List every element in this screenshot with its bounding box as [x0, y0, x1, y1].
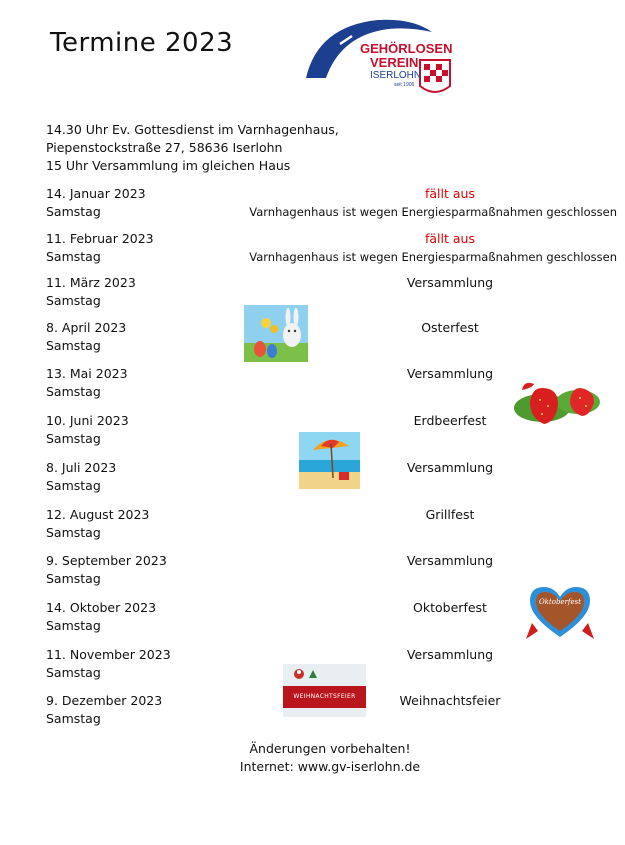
- event-date: 9. September 2023: [46, 553, 167, 568]
- footer-internet: Internet: www.gv-iserlohn.de: [239, 759, 421, 774]
- event-status: fällt aus: [425, 186, 475, 201]
- event-row: [0, 506, 625, 546]
- event-day: Samstag: [46, 431, 101, 446]
- logo-since: seit 1906: [394, 82, 415, 88]
- event-day: Samstag: [46, 384, 101, 399]
- event-note: Varnhagenhaus ist wegen Energiesparmaßnahmen geschlossen: [249, 250, 617, 264]
- event-date: 12. August 2023: [46, 507, 150, 522]
- logo-line1: GEHÖRLOSEN: [360, 41, 453, 56]
- intro-line: 15 Uhr Versammlung im gleichen Haus: [46, 158, 291, 173]
- event-name: Weihnachtsfeier: [399, 693, 501, 708]
- event-name: Oktoberfest: [413, 600, 487, 615]
- event-row: [0, 230, 625, 270]
- strawberries-image: [512, 374, 604, 426]
- event-day: Samstag: [46, 204, 101, 219]
- event-date: 8. Juli 2023: [46, 460, 117, 475]
- event-name: Erdbeerfest: [413, 413, 487, 428]
- logo-line3: ISERLOHN: [370, 70, 422, 81]
- event-name: Osterfest: [421, 320, 479, 335]
- easter-bunny-image: [244, 305, 308, 362]
- event-name: Versammlung: [406, 275, 494, 290]
- event-name: Grillfest: [425, 507, 475, 522]
- event-day: Samstag: [46, 293, 101, 308]
- event-name: Versammlung: [406, 647, 494, 662]
- intro-line: 14.30 Uhr Ev. Gottesdienst im Varnhagenhaus,: [46, 122, 339, 137]
- event-note: Varnhagenhaus ist wegen Energiesparmaßnahmen geschlossen: [249, 205, 617, 219]
- event-name: Versammlung: [406, 366, 494, 381]
- club-logo: [300, 14, 455, 96]
- event-day: Samstag: [46, 338, 101, 353]
- event-row: [0, 319, 625, 359]
- footer-notice: Änderungen vorbehalten!: [249, 741, 411, 756]
- event-day: Samstag: [46, 571, 101, 586]
- event-date: 13. Mai 2023: [46, 366, 128, 381]
- event-date: 9. Dezember 2023: [46, 693, 163, 708]
- event-day: Samstag: [46, 665, 101, 680]
- beach-umbrella-image: [299, 432, 360, 489]
- event-day: Samstag: [46, 618, 101, 633]
- event-row: [0, 185, 625, 225]
- intro-line: Piepenstockstraße 27, 58636 Iserlohn: [46, 140, 283, 155]
- event-row: [0, 274, 625, 314]
- page-title: Termine 2023: [50, 28, 234, 58]
- oktoberfest-heart-image: [524, 583, 596, 645]
- event-date: 11. Februar 2023: [46, 231, 154, 246]
- event-date: 11. November 2023: [46, 647, 171, 662]
- event-day: Samstag: [46, 478, 101, 493]
- event-date: 11. März 2023: [46, 275, 136, 290]
- event-date: 8. April 2023: [46, 320, 127, 335]
- event-status: fällt aus: [425, 231, 475, 246]
- weihnachtsfeier-banner-label: WEIHNACHTSFEIER: [293, 693, 356, 700]
- event-day: Samstag: [46, 711, 101, 726]
- event-day: Samstag: [46, 249, 101, 264]
- event-name: Versammlung: [406, 460, 494, 475]
- event-name: Versammlung: [406, 553, 494, 568]
- event-date: 10. Juni 2023: [46, 413, 129, 428]
- weihnachtsfeier-banner-image: [283, 664, 366, 717]
- logo-line2: VEREIN: [370, 55, 419, 70]
- oktoberfest-heart-label: Oktoberfest: [538, 598, 582, 606]
- event-date: 14. Oktober 2023: [46, 600, 157, 615]
- intro-text: [46, 121, 339, 175]
- event-day: Samstag: [46, 525, 101, 540]
- event-date: 14. Januar 2023: [46, 186, 146, 201]
